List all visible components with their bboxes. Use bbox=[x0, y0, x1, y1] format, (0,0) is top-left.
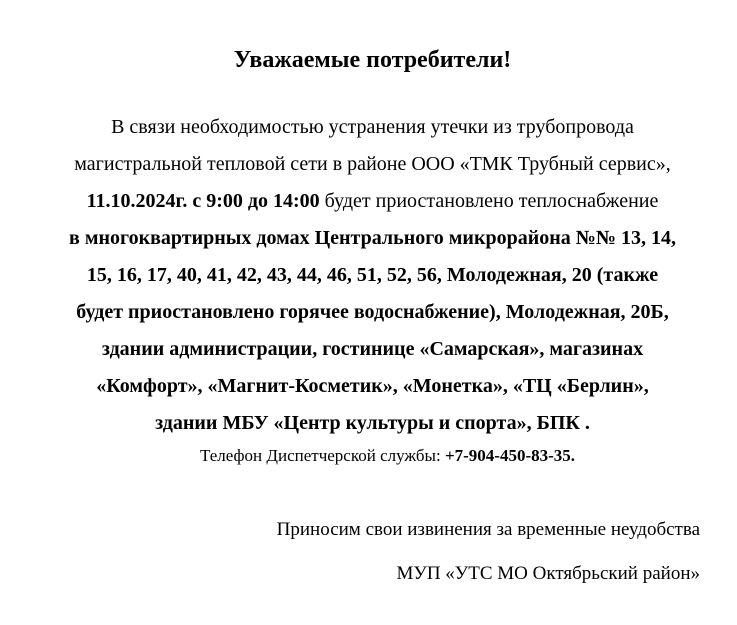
body-line-1: В связи необходимостью устранения утечки из трубопровода bbox=[111, 116, 634, 138]
phone-number: +7-904-450-83-35. bbox=[444, 446, 576, 465]
body-line-4: в многоквартирных домах Центрального микрорайона №№ 13, 14, bbox=[69, 227, 676, 249]
notice-title: Уважаемые потребители! bbox=[233, 47, 512, 73]
body-line-7: здании администрации, гостинице «Самарская», магазинах bbox=[101, 338, 644, 360]
outage-description: будет приостановлено теплоснабжение bbox=[319, 190, 659, 212]
apology-text: Приносим свои извинения за временные неудобства bbox=[276, 519, 700, 540]
body-line-6: будет приостановлено горячее водоснабжение), Молодежная, 20Б, bbox=[76, 301, 669, 323]
signature: МУП «УТС МО Октябрьский район» bbox=[396, 563, 700, 584]
dispatcher-phone bbox=[200, 444, 575, 468]
body-line-3 bbox=[0, 188, 737, 214]
outage-date-time: 11.10.2024г. с 9:00 до 14:00 bbox=[86, 190, 320, 212]
phone-label: Телефон Диспетчерской службы: bbox=[200, 446, 445, 465]
body-line-5: 15, 16, 17, 40, 41, 42, 43, 44, 46, 51, 52, 56, Молодежная, 20 (также bbox=[86, 264, 659, 286]
body-line-9: здании МБУ «Центр культуры и спорта», БПК . bbox=[155, 412, 590, 434]
body-line-2: магистральной тепловой сети в районе ООО «ТМК Трубный сервис», bbox=[74, 153, 671, 175]
body-line-8: «Комфорт», «Магнит-Косметик», «Монетка», «ТЦ «Берлин», bbox=[96, 375, 649, 397]
